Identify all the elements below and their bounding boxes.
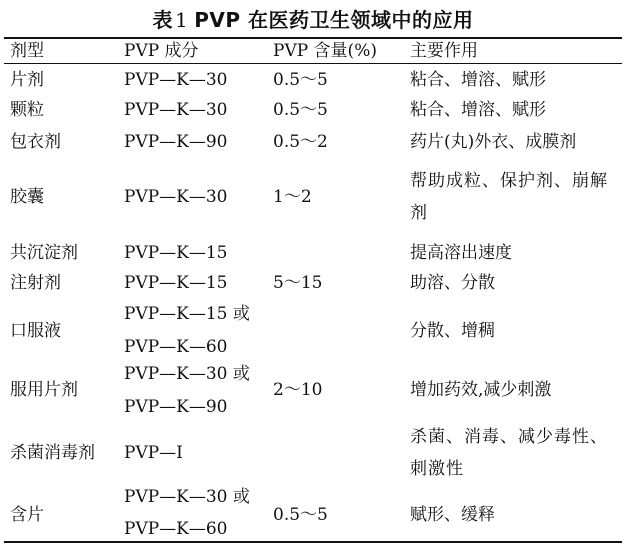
bottom-rule: [4, 541, 622, 543]
cell-use: 杀菌、消毒、减少毒性、刺激性: [410, 427, 608, 479]
cell-form: 片剂: [10, 70, 44, 90]
cell-use: 增加药效,减少刺激: [410, 380, 552, 400]
header-rule: [4, 63, 622, 64]
cell-component-line1: PVP—K—30 或: [124, 487, 250, 507]
cell-use: 粘合、增溶、赋形: [410, 100, 546, 120]
cell-form: 含片: [10, 505, 44, 525]
header-component: PVP 成分: [124, 41, 199, 61]
cell-use: 帮助成粒、保护剂、崩解剂: [410, 171, 608, 223]
cell-content: 0.5～5: [273, 100, 328, 120]
cell-content: 0.5～5: [273, 70, 328, 90]
cell-form: 胶囊: [10, 187, 44, 207]
header-form: 剂型: [10, 41, 44, 61]
cell-component: PVP—K—15: [124, 273, 228, 293]
cell-use: 赋形、缓释: [410, 505, 495, 525]
cell-use: 提高溶出速度: [410, 243, 512, 263]
cell-component-line1: PVP—K—30 或: [124, 364, 250, 384]
cell-form: 注射剂: [10, 273, 61, 293]
table-title-text: PVP 在医药卫生领域中的应用: [194, 8, 474, 32]
table-title-prefix: 表: [152, 8, 173, 32]
cell-component: PVP—K—30: [124, 187, 228, 207]
top-rule: [4, 37, 622, 39]
cell-component-line2: PVP—K—60: [124, 337, 228, 357]
table-title: [0, 4, 626, 33]
cell-component-line1: PVP—K—15 或: [124, 304, 250, 324]
header-content: PVP 含量(%): [273, 41, 377, 61]
cell-content: 0.5～5: [273, 505, 328, 525]
cell-component: PVP—K—30: [124, 70, 228, 90]
cell-use: 助溶、分散: [410, 273, 495, 293]
cell-content: 2～10: [273, 380, 323, 400]
cell-form: 口服液: [10, 321, 61, 341]
cell-form: 颗粒: [10, 100, 44, 120]
cell-form: 服用片剂: [10, 380, 78, 400]
cell-component-line2: PVP—K—60: [124, 519, 228, 539]
cell-use: 药片(丸)外衣、成膜剂: [410, 132, 577, 152]
header-use: 主要作用: [410, 41, 478, 61]
cell-content: 5～15: [273, 273, 323, 293]
cell-content: 1～2: [273, 187, 312, 207]
cell-component: PVP—I: [124, 443, 183, 463]
cell-use: 粘合、增溶、赋形: [410, 70, 546, 90]
table-title-number: 1: [175, 8, 189, 32]
cell-form: 共沉淀剂: [10, 243, 78, 263]
cell-component: PVP—K—15: [124, 243, 228, 263]
cell-content: 0.5～2: [273, 132, 328, 152]
cell-component-line2: PVP—K—90: [124, 397, 228, 417]
cell-component: PVP—K—90: [124, 132, 228, 152]
cell-use: 分散、增稠: [410, 321, 495, 341]
cell-form: 杀菌消毒剂: [10, 443, 95, 463]
cell-component: PVP—K—30: [124, 100, 228, 120]
cell-form: 包衣剂: [10, 132, 61, 152]
